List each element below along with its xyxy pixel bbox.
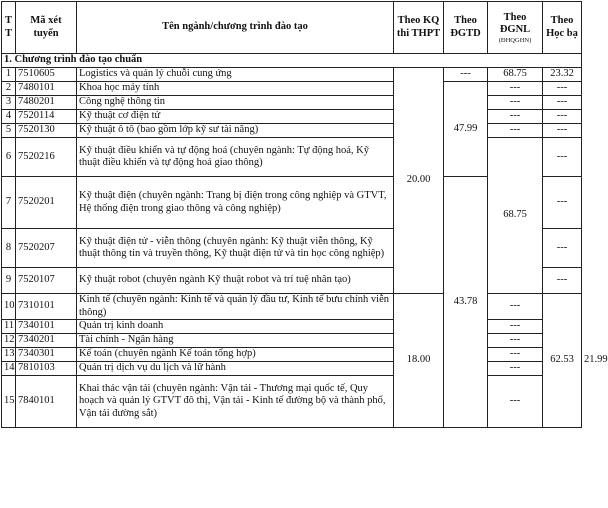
cell-dgnl: --- (488, 110, 543, 124)
cell-name: Kỹ thuật điện (chuyên ngành: Trang bị điện trong công nghiệp và GTVT, Hệ thống điện trong giao thông và công nghiệp) (77, 177, 394, 229)
table-row (2, 124, 582, 138)
cell-hocba: --- (543, 177, 582, 229)
header-thpt: Theo KQ thi THPT (394, 2, 444, 54)
cell-code: 7520130 (16, 124, 77, 138)
cell-tt: 8 (2, 229, 16, 268)
cell-code: 7340201 (16, 334, 77, 348)
table-row (2, 320, 582, 334)
cell-tt: 6 (2, 138, 16, 177)
table-row (2, 334, 582, 348)
cell-dgtd: --- (488, 376, 543, 428)
admission-scores-table (1, 1, 608, 428)
cell-code: 7520216 (16, 138, 77, 177)
section-title: 1. Chương trình đào tạo chuẩn (2, 54, 582, 68)
cell-code: 7340301 (16, 348, 77, 362)
cell-code: 7340101 (16, 320, 77, 334)
cell-dgnl: --- (488, 124, 543, 138)
cell-code: 7480101 (16, 82, 77, 96)
header-row (2, 2, 582, 54)
cell-dgnl: --- (488, 96, 543, 110)
cell-code: 7810103 (16, 362, 77, 376)
cell-name: Kỹ thuật điều khiển và tự động hoá (chuyên ngành: Tự động hoá, Kỹ thuật điều khiển và tự động hoá giao thông) (77, 138, 394, 177)
header-name: Tên ngành/chương trình đào tạo (77, 2, 394, 54)
cell-tt: 5 (2, 124, 16, 138)
cell-tt: 11 (2, 320, 16, 334)
cell-code: 7480201 (16, 96, 77, 110)
cell-thpt-group-b: 18.00 (394, 294, 444, 428)
table-row (2, 138, 582, 177)
cell-name: Công nghệ thông tin (77, 96, 394, 110)
cell-dgtd: --- (488, 362, 543, 376)
cell-name: Quản trị kinh doanh (77, 320, 394, 334)
cell-tt: 14 (2, 362, 16, 376)
cell-name: Khai thác vận tải (chuyên ngành: Vận tải - Thương mại quốc tế, Quy hoạch và quản lý GTVT đô thị, Vận tải - Kinh tế đường bộ và thành phố, Vận tải đường sắt) (77, 376, 394, 428)
header-tt: T T (2, 2, 16, 54)
header-hocba: Theo Học bạ (543, 2, 582, 54)
cell-name: Kỹ thuật điện tử - viễn thông (chuyên ngành: Kỹ thuật viễn thông, Kỹ thuật thông tin và truyền thông, Kỹ thuật điện tử và tin học công nghiệp) (77, 229, 394, 268)
table-row: 10 7310101 Kinh tế (chuyên ngành: Kinh tế và quản lý đầu tư, Kinh tế bưu chính viễn thông) 18.00 --- 62.53 21.99 (2, 294, 582, 320)
cell-dgtd: --- (488, 334, 543, 348)
cell-dgtd: --- (488, 348, 543, 362)
table-row (2, 362, 582, 376)
cell-tt: 4 (2, 110, 16, 124)
cell-tt: 13 (2, 348, 16, 362)
table-row (2, 348, 582, 362)
table-row (2, 110, 582, 124)
section-row (2, 54, 582, 68)
cell-hocba: --- (543, 124, 582, 138)
cell-code: 7520207 (16, 229, 77, 268)
cell-dgnl-group-a: 68.75 (488, 138, 543, 294)
cell-name: Quản trị dịch vụ du lịch và lữ hành (77, 362, 394, 376)
cell-dgnl: 68.75 (488, 68, 543, 82)
table-row (2, 376, 582, 428)
cell-dgtd: --- (488, 294, 543, 320)
cell-name: Kỹ thuật cơ điện tử (77, 110, 394, 124)
cell-hocba: 23.32 (543, 68, 582, 82)
cell-tt: 10 (2, 294, 16, 320)
cell-dgtd-group-b: 43.78 (444, 177, 488, 428)
cell-thpt-group-a: 20.00 (394, 68, 444, 294)
cell-code: 7520201 (16, 177, 77, 229)
header-code: Mã xét tuyển (16, 2, 77, 54)
cell-code: 7520114 (16, 110, 77, 124)
cell-name: Kinh tế (chuyên ngành: Kinh tế và quản lý đầu tư, Kinh tế bưu chính viễn thông) (77, 294, 394, 320)
cell-hocba: --- (543, 82, 582, 96)
table-row (2, 96, 582, 110)
cell-name: Kỹ thuật ô tô (bao gồm lớp kỹ sư tài năng) (77, 124, 394, 138)
cell-hocba: --- (543, 268, 582, 294)
cell-tt: 3 (2, 96, 16, 110)
header-dgnl-label: Theo ĐGNL (499, 11, 531, 35)
header-dgnl (488, 2, 543, 54)
cell-tt: 15 (2, 376, 16, 428)
cell-code: 7310101 (16, 294, 77, 320)
cell-tt: 12 (2, 334, 16, 348)
cell-name: Tài chính - Ngân hàng (77, 334, 394, 348)
cell-name: Khoa học máy tính (77, 82, 394, 96)
cell-code: 7510605 (16, 68, 77, 82)
cell-dgtd-group-a: 47.99 (444, 82, 488, 177)
cell-dgtd: --- (488, 320, 543, 334)
cell-code: 7520107 (16, 268, 77, 294)
header-dgnl-sub: (ĐHQGHN) (498, 36, 532, 44)
cell-tt: 2 (2, 82, 16, 96)
cell-dgnl-group-b: 62.53 (543, 294, 582, 428)
table-row (2, 82, 582, 96)
cell-code: 7840101 (16, 376, 77, 428)
cell-hocba: --- (543, 96, 582, 110)
cell-tt: 9 (2, 268, 16, 294)
header-dgtd: Theo ĐGTD (444, 2, 488, 54)
cell-dgtd: --- (444, 68, 488, 82)
cell-hocba: --- (543, 229, 582, 268)
cell-hocba: --- (543, 138, 582, 177)
cell-name: Logistics và quản lý chuỗi cung ứng (77, 68, 394, 82)
cell-name: Kế toán (chuyên ngành Kế toán tổng hợp) (77, 348, 394, 362)
cell-tt: 1 (2, 68, 16, 82)
cell-name: Kỹ thuật robot (chuyên ngành Kỹ thuật robot và trí tuệ nhân tạo) (77, 268, 394, 294)
cell-hocba: --- (543, 110, 582, 124)
cell-tt: 7 (2, 177, 16, 229)
cell-dgnl: --- (488, 82, 543, 96)
table-row (2, 68, 582, 82)
